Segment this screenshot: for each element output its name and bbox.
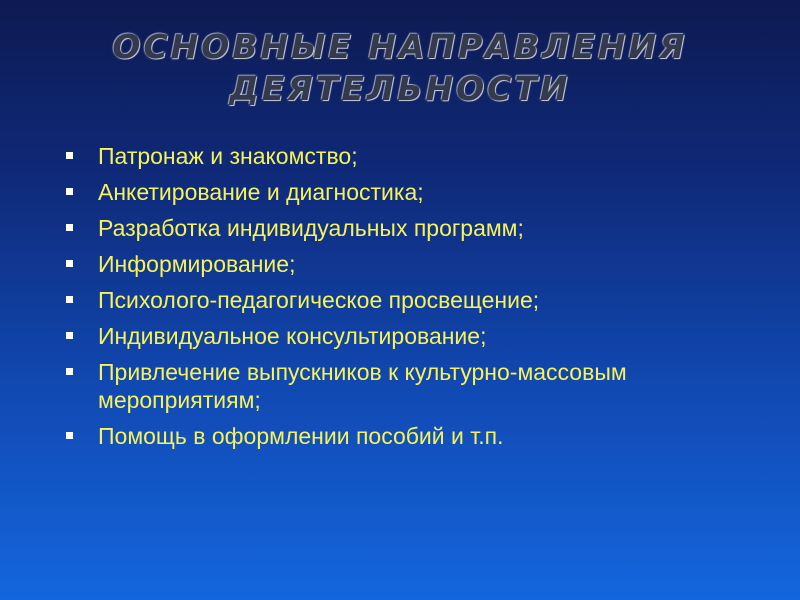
- list-item: [66, 214, 766, 242]
- title-line-1: ОСНОВНЫЕ НАПРАВЛЕНИЯ: [112, 27, 688, 66]
- square-bullet-icon: [66, 260, 73, 267]
- list-item-text: Помощь в оформлении пособий и т.п.: [98, 423, 504, 449]
- list-item-text: Патронаж и знакомство;: [98, 143, 358, 169]
- list-item: [66, 286, 766, 314]
- square-bullet-icon: [66, 224, 73, 231]
- list-item: [66, 178, 766, 206]
- list-item-text: Анкетирование и диагностика;: [98, 179, 424, 205]
- square-bullet-icon: [66, 332, 73, 339]
- list-item-text: Разработка индивидуальных программ;: [98, 215, 524, 241]
- square-bullet-icon: [66, 188, 73, 195]
- list-item: [66, 142, 766, 170]
- title-line-2: ДЕЯТЕЛЬНОСТИ: [229, 69, 571, 108]
- list-item: [66, 250, 766, 278]
- list-item: [66, 358, 766, 414]
- list-item-text: Индивидуальное консультирование;: [98, 323, 487, 349]
- square-bullet-icon: [66, 368, 73, 375]
- list-item: [66, 422, 766, 450]
- square-bullet-icon: [66, 296, 73, 303]
- list-item: [66, 322, 766, 350]
- list-item-text: Привлечение выпускников к культурно-массовым мероприятиям;: [98, 359, 627, 413]
- bullet-list: [66, 142, 766, 458]
- square-bullet-icon: [66, 152, 73, 159]
- list-item-text: Психолого-педагогическое просвещение;: [98, 287, 540, 313]
- list-item-text: Информирование;: [98, 251, 296, 277]
- square-bullet-icon: [66, 432, 73, 439]
- slide-title: [0, 26, 800, 110]
